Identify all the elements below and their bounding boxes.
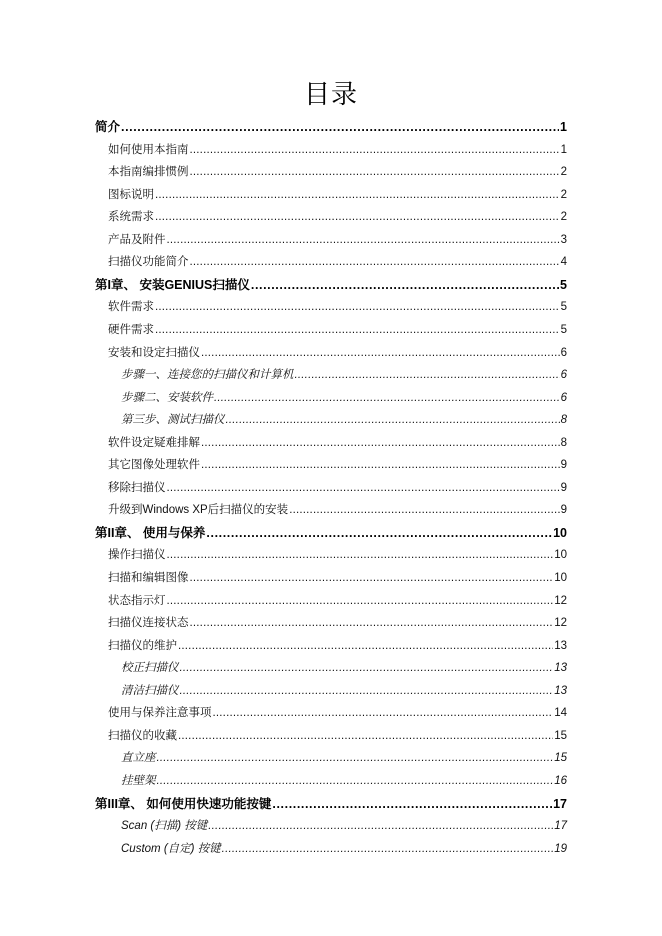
toc-entry-title: 扫描仪连接状态	[108, 617, 189, 630]
toc-entry-title: 简介	[95, 120, 121, 134]
toc-entry-page-number: 9	[560, 481, 567, 494]
toc-entry-title: 软件设定疑难排解	[108, 436, 200, 449]
toc-entry-title: 清洁扫描仪	[121, 684, 179, 697]
toc-entry-title: 安装和设定扫描仪	[108, 346, 200, 359]
dot-leader	[201, 433, 560, 453]
toc-entry-page-number: 13	[554, 662, 567, 675]
toc-entry[interactable]	[108, 185, 567, 205]
dot-leader	[167, 478, 560, 498]
toc-entry-page-number: 16	[554, 774, 567, 787]
toc-entry-page-number: 17	[553, 796, 567, 811]
dot-leader	[180, 658, 554, 678]
toc-entry-title: 步骤二、安装软件	[121, 391, 213, 404]
toc-entry-page-number: 4	[560, 256, 567, 269]
toc-entry-title: 使用与保养注意事项	[108, 707, 212, 720]
toc-entry-page-number: 3	[560, 233, 567, 246]
toc-entry-page-number: 6	[560, 346, 567, 359]
toc-entry-title: 操作扫描仪	[108, 549, 166, 562]
toc-entry-title: 系统需求	[108, 211, 154, 224]
toc-entry-title: 移除扫描仪	[108, 481, 166, 494]
dot-leader	[208, 816, 553, 836]
toc-entry-page-number: 12	[554, 594, 567, 607]
toc-entry-page-number: 19	[554, 842, 567, 855]
toc-entry[interactable]	[108, 726, 567, 746]
toc-entry-title: 挂壁架	[121, 774, 156, 787]
toc-entry-title: 校正扫描仪	[121, 662, 179, 675]
toc-entry-title: 本指南编排惯例	[108, 166, 189, 179]
toc-entry-page-number: 5	[560, 323, 567, 336]
toc-entry-page-number: 10	[554, 572, 567, 584]
dot-leader	[214, 388, 560, 408]
toc-entry[interactable]	[108, 343, 567, 363]
toc-entry-title: 扫描和编辑图像	[108, 572, 189, 584]
dot-leader	[206, 523, 552, 543]
dot-leader	[190, 162, 560, 182]
toc-entry-page-number: 1	[560, 143, 567, 156]
toc-entry-page-number: 13	[554, 639, 567, 652]
toc-entry[interactable]	[108, 320, 567, 340]
dot-leader	[180, 681, 554, 701]
toc-entry[interactable]	[108, 613, 567, 633]
dot-leader	[201, 343, 560, 363]
dot-leader	[167, 591, 554, 611]
toc-entry[interactable]	[108, 568, 567, 588]
toc-entry-title: 第I章、 安装GENIUS扫描仪	[95, 277, 250, 292]
dot-leader	[295, 365, 560, 385]
toc-entry[interactable]	[108, 703, 567, 723]
dot-leader	[190, 252, 560, 272]
dot-leader	[190, 568, 554, 588]
toc-entry[interactable]	[121, 658, 567, 678]
toc-entry-page-number: 13	[554, 684, 567, 697]
toc-entry[interactable]	[95, 117, 567, 137]
toc-entry-page-number: 15	[554, 752, 567, 765]
toc-entry-title: 其它图像处理软件	[108, 459, 200, 472]
toc-entry[interactable]	[108, 455, 567, 475]
toc-entry-page-number: 10	[554, 549, 567, 562]
toc-entry-page-number: 9	[560, 459, 567, 472]
toc-entry-page-number: 2	[560, 166, 567, 179]
toc-entry[interactable]	[108, 636, 567, 656]
toc-entry-page-number: 5	[560, 277, 567, 292]
toc-entry-page-number: 2	[560, 188, 567, 201]
toc-entry[interactable]	[121, 839, 567, 859]
dot-leader	[222, 839, 554, 859]
toc-entry[interactable]	[121, 681, 567, 701]
dot-leader	[157, 748, 554, 768]
toc-entry-page-number: 8	[560, 414, 567, 427]
toc-entry-title: 硬件需求	[108, 323, 154, 336]
dot-leader	[155, 207, 560, 227]
toc-entry-page-number: 14	[554, 707, 567, 720]
toc-entry-page-number: 15	[554, 729, 567, 742]
dot-leader	[213, 703, 554, 723]
toc-entry[interactable]	[108, 500, 567, 520]
toc-entry-title: 步骤一、连接您的扫描仪和计算机	[121, 369, 294, 382]
dot-leader	[155, 297, 560, 317]
toc-entry-page-number: 6	[560, 391, 567, 404]
toc-entry-title: 直立座	[121, 752, 156, 765]
toc-entry[interactable]	[108, 230, 567, 250]
toc-entry[interactable]	[108, 297, 567, 317]
toc-entry-title: 产品及附件	[108, 233, 166, 246]
toc-entry[interactable]	[95, 275, 567, 295]
toc-entry[interactable]	[108, 252, 567, 272]
dot-leader	[167, 230, 560, 250]
dot-leader	[121, 117, 559, 137]
dot-leader	[157, 771, 554, 791]
toc-entry-title: 第III章、 如何使用快速功能按键	[95, 796, 272, 811]
toc-entry[interactable]	[108, 140, 567, 160]
toc-entry-page-number: 9	[560, 504, 567, 517]
toc-entry[interactable]	[95, 523, 567, 543]
toc-entry[interactable]	[108, 591, 567, 611]
toc-entry[interactable]	[95, 794, 567, 814]
toc-entry-title: 软件需求	[108, 301, 154, 314]
toc-entry-title: 扫描仪功能简介	[108, 256, 189, 269]
toc-entry-page-number: 12	[554, 617, 567, 630]
toc-entry-page-number: 6	[560, 369, 567, 382]
toc-entry-title: 图标说明	[108, 188, 154, 201]
toc-entry-page-number: 2	[560, 211, 567, 224]
toc-entry[interactable]	[108, 207, 567, 227]
toc-entry[interactable]	[121, 771, 567, 791]
toc-entry-title: Scan (扫描) 按键	[121, 820, 208, 833]
toc-entry-title: 状态指示灯	[108, 594, 166, 607]
dot-leader	[201, 455, 560, 475]
toc-entry-title: 扫描仪的维护	[108, 639, 177, 652]
toc-entry-page-number: 8	[560, 436, 567, 449]
toc-entry-title: Custom (自定) 按键	[121, 842, 221, 855]
toc-entry[interactable]	[121, 410, 567, 430]
toc-entry-title: 扫描仪的收藏	[108, 729, 177, 742]
dot-leader	[155, 320, 560, 340]
toc-entry-page-number: 17	[554, 820, 567, 833]
dot-leader	[251, 275, 559, 295]
dot-leader	[190, 140, 560, 160]
toc-entry[interactable]	[121, 816, 567, 836]
page-title: 目录	[303, 80, 358, 110]
dot-leader	[190, 613, 554, 633]
dot-leader	[289, 500, 559, 520]
toc-entry[interactable]	[108, 433, 567, 453]
toc-entry[interactable]	[121, 388, 567, 408]
toc-entry-title: 如何使用本指南	[108, 143, 189, 156]
toc-entry-title: 第II章、 使用与保养	[95, 525, 206, 540]
toc-entry-page-number: 5	[560, 301, 567, 314]
toc-entry-title: 第三步、测试扫描仪	[121, 414, 225, 427]
toc-entry-page-number: 10	[553, 525, 567, 540]
toc-entry[interactable]	[108, 162, 567, 182]
toc-entry[interactable]	[121, 365, 567, 385]
toc-entry[interactable]	[121, 748, 567, 768]
dot-leader	[167, 545, 554, 565]
dot-leader	[155, 185, 560, 205]
dot-leader	[178, 636, 553, 656]
toc-entry-title: 升级到Windows XP后扫描仪的安装	[108, 504, 289, 517]
dot-leader	[226, 410, 560, 430]
toc-entry[interactable]	[108, 545, 567, 565]
dot-leader	[272, 794, 552, 814]
toc-entry[interactable]	[108, 478, 567, 498]
dot-leader	[178, 726, 553, 746]
toc-entry-page-number: 1	[560, 120, 567, 134]
